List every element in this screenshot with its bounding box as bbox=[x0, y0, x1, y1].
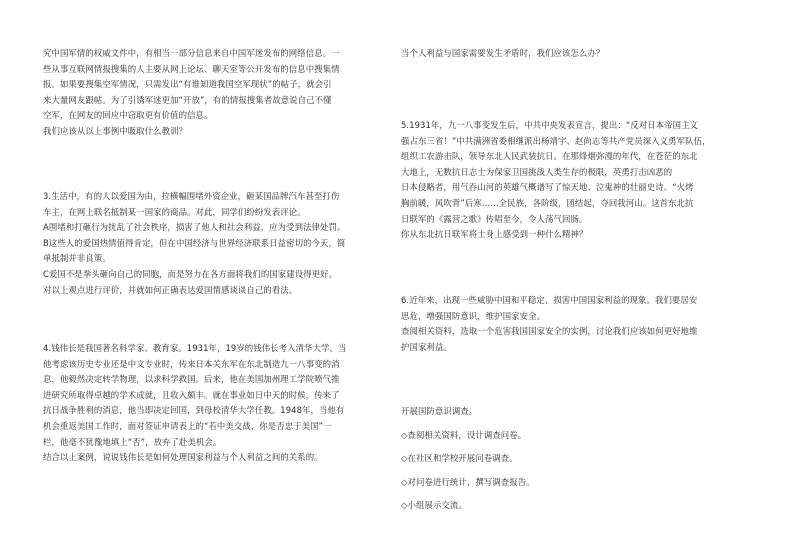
text-line: 大地上，无数抗日志士为保家卫国挑战人类生存的极限，英勇打击凶恶的 bbox=[401, 166, 673, 177]
text-line: 6.近年来，出现一些威胁中国和平稳定、损害中国国家利益的现象。我们要居安 bbox=[401, 295, 698, 305]
opinion-b: B这些人的爱国热情值得肯定，但在中国经济与世界经济联系日益密切的今天，简 bbox=[43, 237, 346, 248]
opinion-a: A围堵和打砸行为扰乱了社会秩序，损害了他人和社会利益，应为受到法律处罚。 bbox=[43, 222, 346, 233]
text-line: 机会重返美国工作时，面对签证申请表上的“若中美交战，你是否忠于美国”一 bbox=[43, 420, 332, 431]
question-prompt: 你从东北抗日联军将士身上感受到一种什么精神？ bbox=[401, 229, 588, 240]
activity-step: ◇对问卷进行统计，撰写调查报告。 bbox=[401, 476, 535, 487]
question-prompt: 对以上观点进行评价，并就如何正确表达爱国情感谈谈自己的看法。 bbox=[43, 284, 298, 295]
question-3 bbox=[43, 189, 381, 298]
opinion-c: C爱国不是拳头砸向自己的同胞，而是努力在各方面将我们的国家建设得更好。 bbox=[43, 268, 338, 279]
text-line: 日联军的《露营之歌》传唱至今，令人荡气回肠。 bbox=[401, 213, 588, 224]
text-line: 4.钱伟长是我国著名科学家、教育家。1931年，19岁的钱伟长考入清华大学。当 bbox=[43, 343, 347, 353]
activity-step: ◇在社区和学校开展问卷调查。 bbox=[401, 453, 518, 463]
text-line: 他考虑该历史专业还是中文专业时，传来日本关东军在东北制造九一八事变的消 bbox=[43, 358, 340, 369]
text-line: 胸前暖，风吹背”后寒……全民族，各阶级，团结起，夺回我河山。这首东北抗 bbox=[401, 197, 694, 208]
text-line: 车主，在网上联名抵制某一国家的商品。对此，同学们纷纷发表评论。 bbox=[43, 206, 306, 217]
text-line: 5.1931年，九一八事变发生后，中共中央发表宣言，提出：“反对日本帝国主义 bbox=[401, 120, 699, 130]
question-5 bbox=[401, 118, 751, 243]
text-line: 进研究所取得卓越的学术成就，且收入颇丰。就在事业如日中天的时候，传来了 bbox=[43, 389, 340, 400]
text-line: 些从事互联网情报搜集的人主要从网上论坛、聊天室等公开发布的信息中搜集情 bbox=[43, 63, 340, 74]
passage-continuation bbox=[43, 46, 381, 140]
question-prompt: 当个人利益与国家需要发生矛盾时，我们应该怎么办？ bbox=[401, 48, 605, 58]
activity-step: ◇查阅相关资料，设计调查问卷。 bbox=[401, 429, 527, 440]
text-line: 护国家利益。 bbox=[401, 341, 452, 352]
text-line: 抗日战争胜利的消息，他当即决定回国，到母校清华大学任教。1948年，当他有 bbox=[43, 405, 345, 416]
text-line: 单抵制并非良策。 bbox=[43, 253, 111, 264]
passage-continuation bbox=[401, 46, 751, 62]
activity-title: 开展国防意识调查。 bbox=[401, 406, 478, 416]
text-line: 3.生活中，有的人以爱国为由，拉横幅围堵外资企业，砸某国品牌汽车甚至打伤 bbox=[43, 191, 340, 201]
text-line: 栏，他毫不犹豫地填上“否”，放弃了赴美机会。 bbox=[43, 436, 222, 447]
text-line: 组织工农游击队，领导东北人民武装抗日。在那烽烟弥漫的年代，在苍茫的东北 bbox=[401, 151, 698, 162]
text-line: 思危，增强国防意识，维护国家安全。 bbox=[401, 310, 546, 321]
text-line: 强占东三省！”中共满洲省委相继派出杨靖宇、赵尚志等共产党员深入义勇军队伍， bbox=[401, 135, 711, 146]
text-line: 报。如果要搜集空军情况，只需发出“有谁知道我国空军现状”的帖子，就会引 bbox=[43, 79, 332, 90]
text-line: 查阅相关资料，选取一个危害我国国家安全的实例，讨论我们应该如何更好地维 bbox=[401, 326, 698, 337]
text-line: 日本侵略者，用气吞山河的英雄气概谱写了惊天地、泣鬼神的壮丽史诗。“火烤 bbox=[401, 182, 694, 193]
text-line: 来大量网友跟帖。为了引诱军迷更加“开放”，有的情报搜集者故意说自己不懂 bbox=[43, 94, 332, 105]
question-prompt: 结合以上案例，说说钱伟长是如何处理国家利益与个人利益之间的关系的。 bbox=[43, 452, 323, 463]
activity-section bbox=[401, 400, 751, 518]
question-prompt: 我们应该从以上事例中吸取什么教训？ bbox=[43, 125, 188, 136]
question-6 bbox=[401, 293, 751, 355]
text-line: 空军，在网友的回应中窃取更有价值的信息。 bbox=[43, 110, 213, 121]
question-4 bbox=[43, 341, 381, 466]
activity-step: ◇小组展示交流。 bbox=[401, 500, 467, 510]
text-line: 息，他毅然决定转学物理，以求科学救国。后来，他在美国加州理工学院喷气推 bbox=[43, 374, 340, 385]
text-line: 究中国军情的权威文件中，有相当一部分信息来自中国军迷发布的网络信息。一 bbox=[43, 48, 340, 58]
